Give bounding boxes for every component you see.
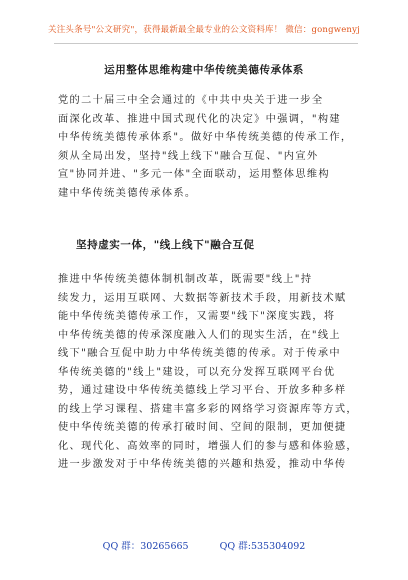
paragraph-line: 宣"协同并进、"多元一体"全面联动，运用整体思维构 (58, 169, 330, 180)
footer-qq-group-2: QQ 群:535304092 (219, 541, 306, 552)
paragraph-line: 线下"融合互促中助力中华传统美德的传承。对于传承中 (58, 348, 341, 359)
footer (0, 538, 408, 552)
paragraph-line: 面深化改革、推进中国式现代化的决定》中强调，"构建 (58, 113, 341, 125)
header-divider (54, 43, 358, 44)
paragraph-line: 续发力，运用互联网、大数据等新技术手段，用新技术赋 (58, 292, 347, 304)
footer-qq-group-1: QQ 群：30265665 (102, 541, 189, 552)
header-note: 关注头条号"公文研究"，获得最新最全最专业的公文资料库！ 微信：gongwenyj (48, 25, 360, 35)
paragraph-1 (58, 92, 354, 203)
paragraph-line: 中华传统美德传承体系"。做好中华传统美德的传承工作， (58, 132, 353, 143)
section-heading: 坚持虚实一体，"线上线下"融合互促 (76, 239, 255, 251)
paragraph-line: 党的二十届三中全会通过的《中共中央关于进一步全 (58, 95, 324, 106)
paragraph-2 (58, 271, 358, 475)
paragraph-line: 须从全局出发，坚持"线上线下"融合互促、"内宣外 (58, 150, 319, 162)
paragraph-line: 推进中华传统美德体制机制改革，既需要"线上"持 (58, 274, 313, 285)
paragraph-line: 使中华传统美德的传承打破时间、空间的限制，更加便捷 (58, 422, 347, 433)
paragraph-line: 的线上学习课程、搭建丰富多彩的网络学习资源库等方式， (58, 403, 358, 415)
paragraph-line: 势，通过建设中华传统美德线上学习平台、开放多种多样 (58, 385, 347, 396)
document-title: 运用整体思维构建中华传统美德传承体系 (104, 64, 304, 76)
paragraph-line: 建中华传统美德传承体系。 (58, 187, 197, 199)
paragraph-line: 进一步激发对于中华传统美德的兴趣和热爱，推动中华传 (58, 459, 347, 470)
paragraph-line: 能中华传统美德传承工作，又需要"线下"深度实践，将 (58, 311, 336, 322)
paragraph-line: 华传统美德的"线上"建设，可以充分发挥互联网平台优 (58, 366, 336, 378)
paragraph-line: 中华传统美德的传承深度融入人们的现实生活，在"线上 (58, 329, 341, 341)
paragraph-line: 化、现代化、高效率的同时，增强人们的参与感和体验感， (58, 440, 358, 452)
